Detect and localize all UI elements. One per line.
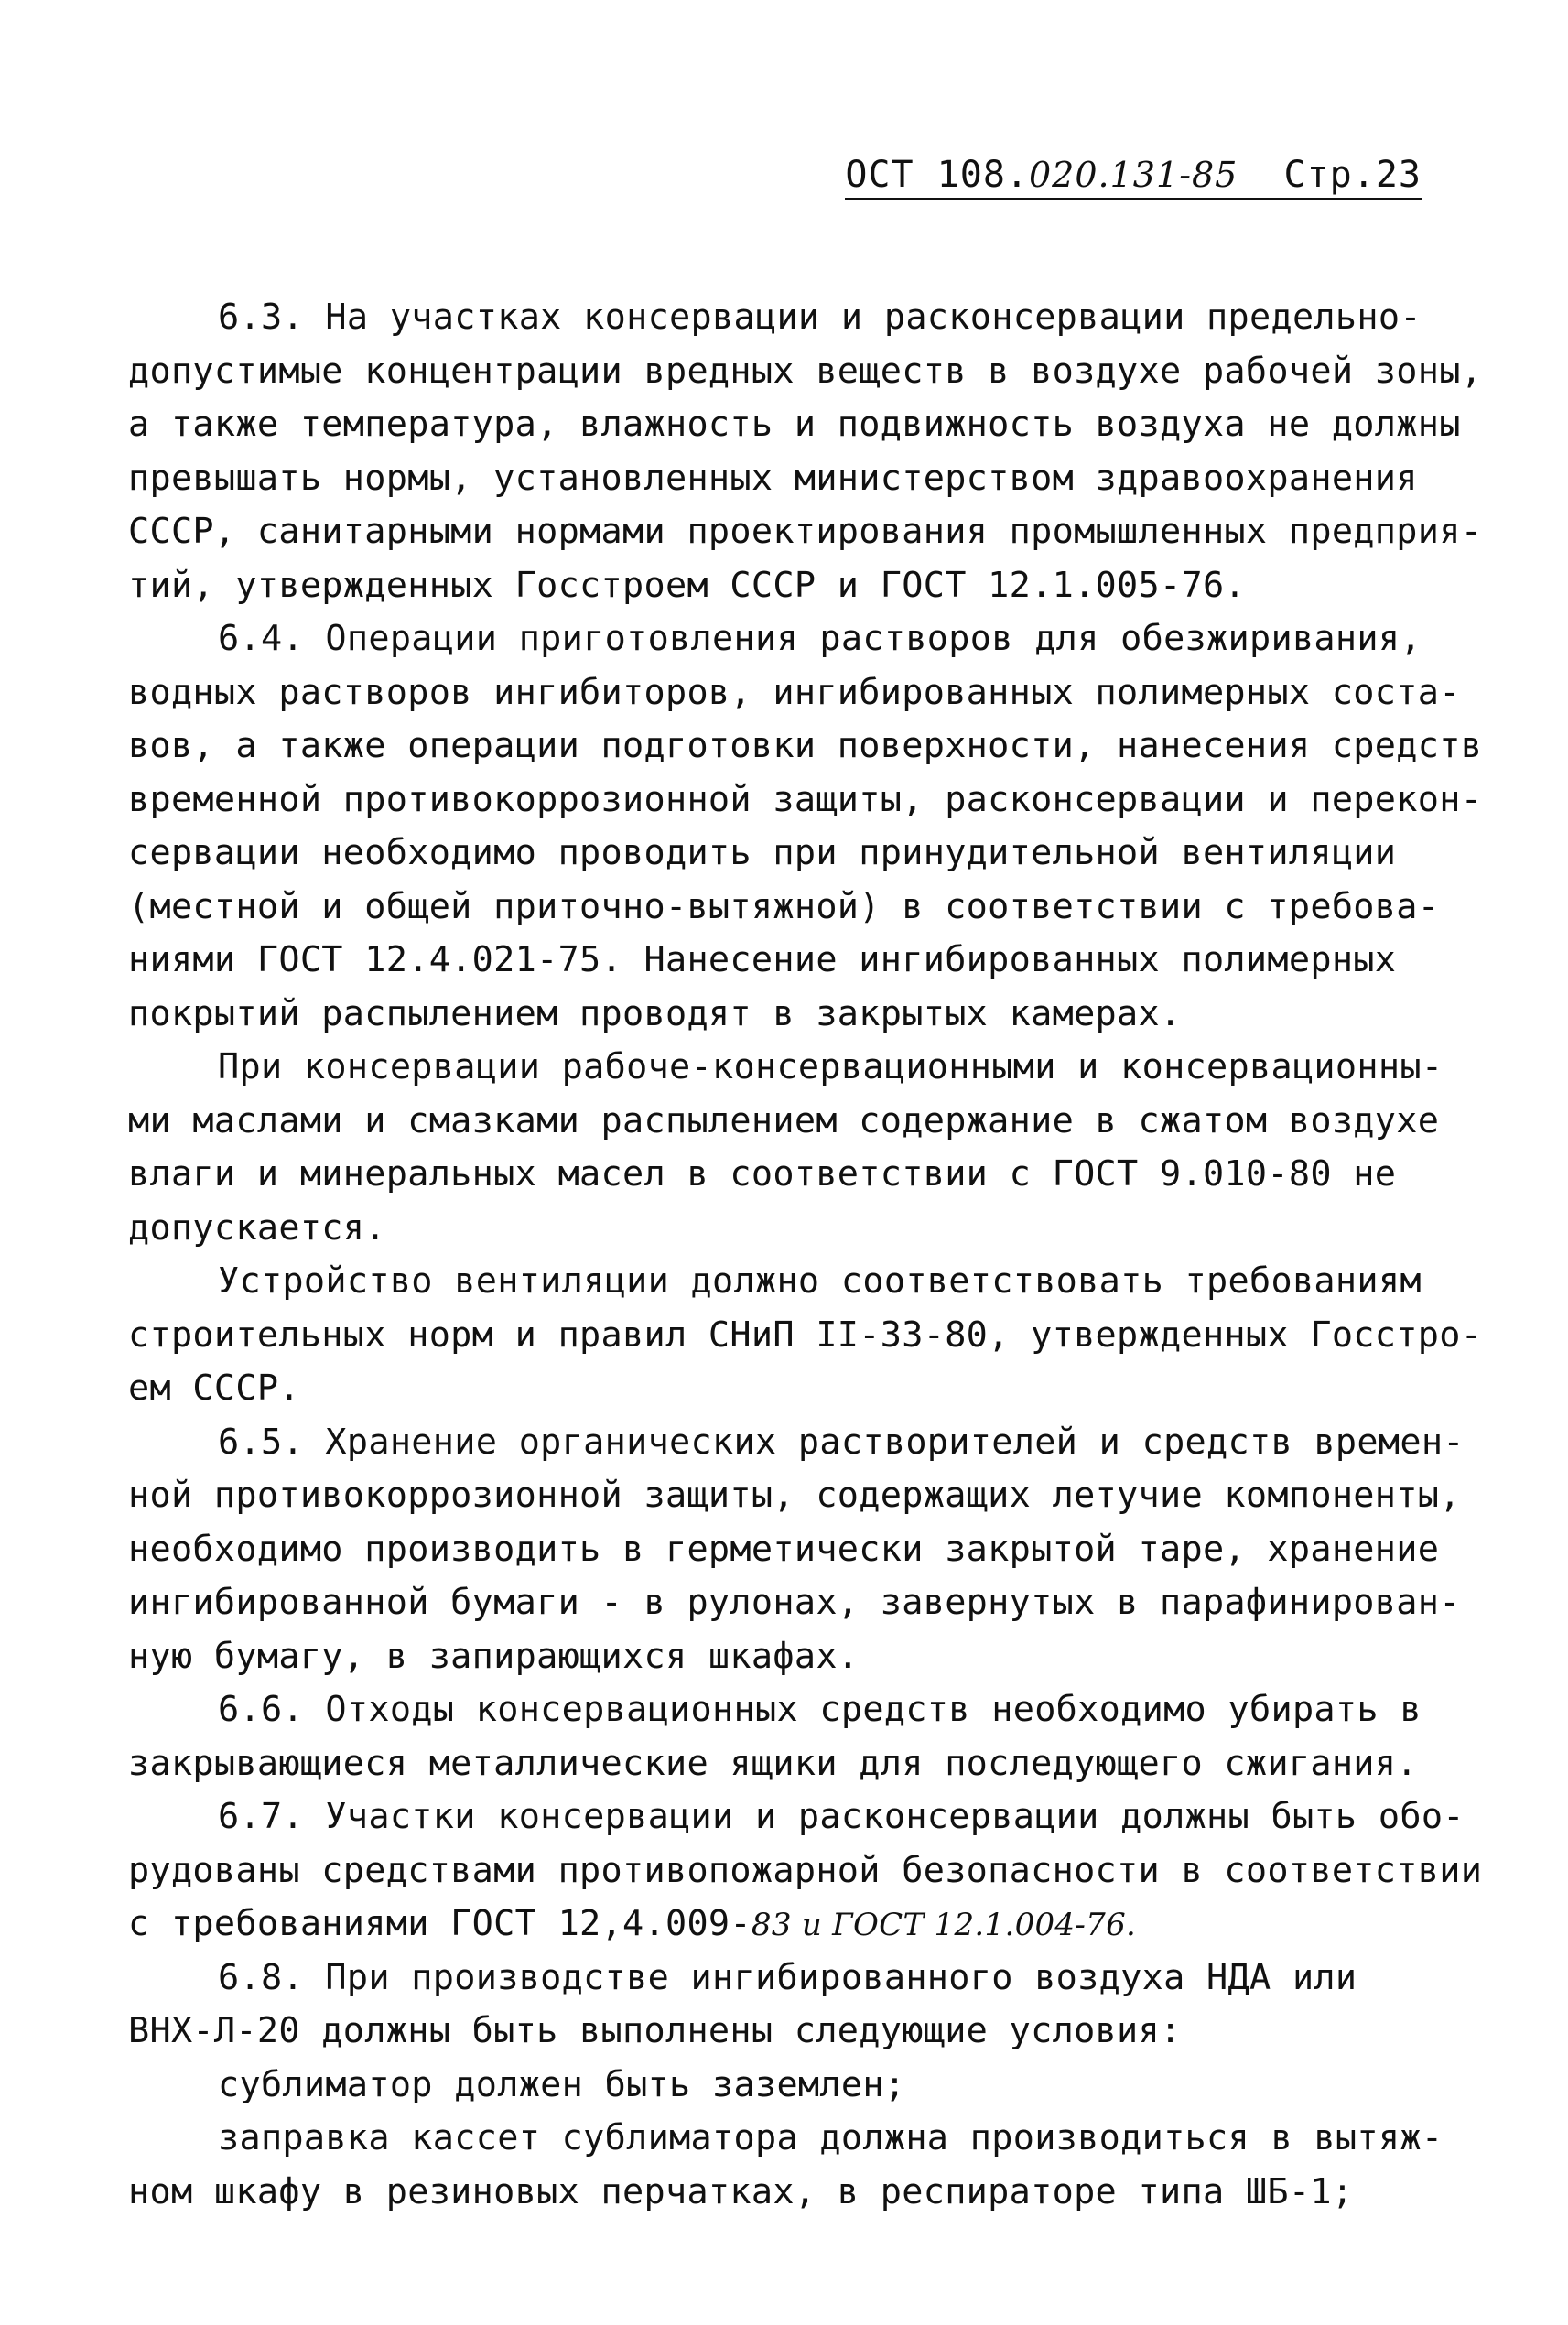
- text-line: (местной и общей приточно-вытяжной) в соответствии с требова-: [128, 885, 1440, 927]
- text-line: превышать нормы, установленных министерством здравоохранения: [128, 457, 1418, 499]
- text-line: При консервации рабоче-консервационными и консервационны-: [218, 1046, 1444, 1087]
- text-line: временной противокоррозионной защиты, расконсервации и перекон-: [128, 778, 1483, 820]
- standard-code-handwritten: 020.131-85: [1028, 155, 1238, 195]
- text-line: допускается.: [128, 1206, 386, 1249]
- text-line: а также температура, влажность и подвижность воздуха не должны: [128, 404, 1461, 445]
- text-line: 6.6. Отходы консервационных средств необходимо убирать в: [218, 1689, 1422, 1730]
- standard-code-prefix: ОСТ 108.: [845, 154, 1029, 196]
- text-line: рудованы средствами противопожарной безопасности в соответствии: [128, 1849, 1483, 1891]
- text-line: тий, утвержденных Госстроем СССР и ГОСТ 12.1.005-76.: [128, 564, 1246, 606]
- text-line: ную бумагу, в запирающихся шкафах.: [128, 1635, 860, 1677]
- text-line: влаги и минеральных масел в соответствии с ГОСТ 9.010-80 не: [128, 1153, 1397, 1195]
- text-line: 6.8. При производстве ингибированного воздуха НДА или: [218, 1956, 1357, 1998]
- text-line-with-insert: [128, 1898, 1465, 1952]
- page-header: [845, 154, 1422, 200]
- document-body: [128, 291, 1483, 2219]
- text-line: 6.7. Участки консервации и расконсервации должны быть обо-: [218, 1796, 1465, 1837]
- text-line: ми маслами и смазками распылением содержание в сжатом воздухе: [128, 1099, 1440, 1141]
- text-line: допустимые концентрации вредных веществ в воздухе рабочей зоны,: [128, 350, 1483, 392]
- text-line: водных растворов ингибиторов, ингибированных полимерных соста-: [128, 671, 1461, 713]
- text-line: 6.4. Операции приготовления растворов для обезжиривания,: [218, 618, 1422, 659]
- text-line: строительных норм и правил СНиП II-33-80, утвержденных Госстро-: [128, 1314, 1483, 1356]
- text-line: ем СССР.: [128, 1368, 300, 1409]
- text-line: 6.5. Хранение органических растворителей и средств времен-: [218, 1421, 1465, 1463]
- text-line: сублиматор должен быть заземлен;: [218, 2063, 906, 2105]
- text-line: 6.3. На участках консервации и расконсервации предельно-: [218, 297, 1422, 338]
- text-line: СССР, санитарными нормами проектирования промышленных предприя-: [128, 511, 1483, 552]
- text-line: вов, а также операции подготовки поверхности, нанесения средств: [128, 725, 1483, 766]
- text-line: заправка кассет сублиматора должна производиться в вытяж-: [218, 2117, 1444, 2158]
- text-line: закрывающиеся металлические ящики для последующего сжигания.: [128, 1742, 1418, 1784]
- text-line: ной противокоррозионной защиты, содержащих летучие компоненты,: [128, 1475, 1461, 1516]
- text-line: с требованиями ГОСТ 12,4.009-: [128, 1903, 752, 1944]
- text-line: ном шкафу в резиновых перчатках, в респираторе типа ШБ-1;: [128, 2170, 1354, 2212]
- text-line: Устройство вентиляции должно соответствовать требованиям: [218, 1260, 1422, 1302]
- text-line: ингибированной бумаги - в рулонах, завернутых в парафинирован-: [128, 1582, 1461, 1623]
- text-line: покрытий распылением проводят в закрытых камерах.: [128, 992, 1182, 1034]
- page-number: Стр.23: [1283, 154, 1422, 196]
- text-line: необходимо производить в герметически закрытой таре, хранение: [128, 1528, 1440, 1570]
- text-line: ВНХ-Л-20 должны быть выполнены следующие условия:: [128, 2010, 1182, 2051]
- text-line: ниями ГОСТ 12.4.021-75. Нанесение ингибированных полимерных: [128, 939, 1397, 980]
- handwritten-insert: 83 и ГОСТ 12.1.004-76.: [751, 1907, 1137, 1943]
- text-line: сервации необходимо проводить при принудительной вентиляции: [128, 832, 1397, 873]
